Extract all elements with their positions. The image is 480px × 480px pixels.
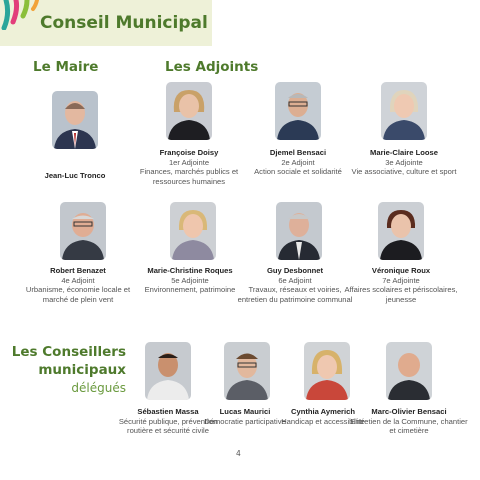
person-role: Entretien de la Commune, chantier et cimetière (350, 416, 468, 436)
person-name: Lucas Maurici (219, 407, 271, 416)
person-name: Sébastien Massa (137, 407, 199, 416)
portrait-photo-adjoint-7 (378, 202, 424, 260)
person-role: Urbanisme, économie locale et marché de plein vent (25, 285, 131, 304)
section-title-maire: Le Maire (33, 59, 99, 75)
portrait-photo-conseiller-2 (224, 342, 270, 400)
person-name: Guy Desbonnet (266, 266, 324, 275)
portrait-photo-conseiller-4 (386, 342, 432, 400)
adjoint-card-4 (18, 266, 138, 304)
person-role: Environnement, patrimoine (144, 285, 236, 295)
portrait-photo-conseiller-3 (304, 342, 350, 400)
portrait-photo-adjoint-4 (60, 202, 106, 260)
section-title-conseillers-line2: municipaux (38, 362, 126, 378)
person-role: Finances, marchés publics et ressources humaines (139, 167, 239, 186)
person-rank: 7e Adjointe (382, 275, 420, 285)
adjoint-card-1 (129, 148, 249, 186)
adjoint-card-6 (235, 266, 355, 304)
section-title-adjoints: Les Adjoints (165, 59, 259, 75)
person-role: Démocratie participative (204, 416, 286, 426)
person-rank: 4e Adjoint (61, 275, 95, 285)
person-role: Handicap et accessibilité (281, 416, 365, 426)
person-name: Marc-Olivier Bensaci (371, 407, 447, 416)
person-name: Françoise Doisy (159, 148, 219, 157)
person-role: Travaux, réseaux et voiries, entretien du patrimoine communal (237, 285, 353, 304)
person-name: Cynthia Aymerich (290, 407, 355, 416)
person-name: Marie-Claire Loose (370, 148, 438, 157)
maire-card (15, 171, 135, 181)
page-title: Conseil Municipal (40, 13, 208, 33)
person-name: Djemel Bensaci (269, 148, 327, 157)
section-title-conseillers-line3: délégués (71, 381, 126, 395)
person-rank: 5e Adjointe (171, 275, 209, 285)
adjoint-card-7 (341, 266, 461, 304)
portrait-photo-adjoint-6 (276, 202, 322, 260)
person-rank: 1er Adjointe (168, 157, 210, 167)
portrait-photo-maire (52, 91, 98, 149)
page-number: 4 (236, 449, 241, 458)
portrait-photo-adjoint-3 (381, 82, 427, 140)
person-role: Action sociale et solidarité (254, 167, 342, 177)
section-title-conseillers (12, 343, 126, 397)
portrait-photo-adjoint-1 (166, 82, 212, 140)
adjoint-card-5 (130, 266, 250, 295)
person-role: Affaires scolaires et périscolaires, jeunesse (344, 285, 458, 304)
adjoint-card-3 (344, 148, 464, 177)
portrait-photo-adjoint-2 (275, 82, 321, 140)
portrait-photo-conseiller-1 (145, 342, 191, 400)
person-name: Robert Benazet (50, 266, 106, 275)
section-title-conseillers-line1: Les Conseillers (11, 344, 126, 360)
person-role: Sécurité publique, prévention routière et sécurité civile (118, 416, 218, 436)
person-rank: 3e Adjointe (385, 157, 423, 167)
person-rank: 2e Adjoint (281, 157, 315, 167)
person-rank: 6e Adjoint (278, 275, 312, 285)
conseiller-card-4 (349, 407, 469, 436)
person-name: Jean-Luc Tronco (44, 171, 106, 180)
person-role: Vie associative, culture et sport (351, 167, 457, 177)
adjoint-card-2 (238, 148, 358, 177)
portrait-photo-adjoint-5 (170, 202, 216, 260)
person-name: Véronique Roux (371, 266, 431, 275)
person-name: Marie-Christine Roques (147, 266, 233, 275)
